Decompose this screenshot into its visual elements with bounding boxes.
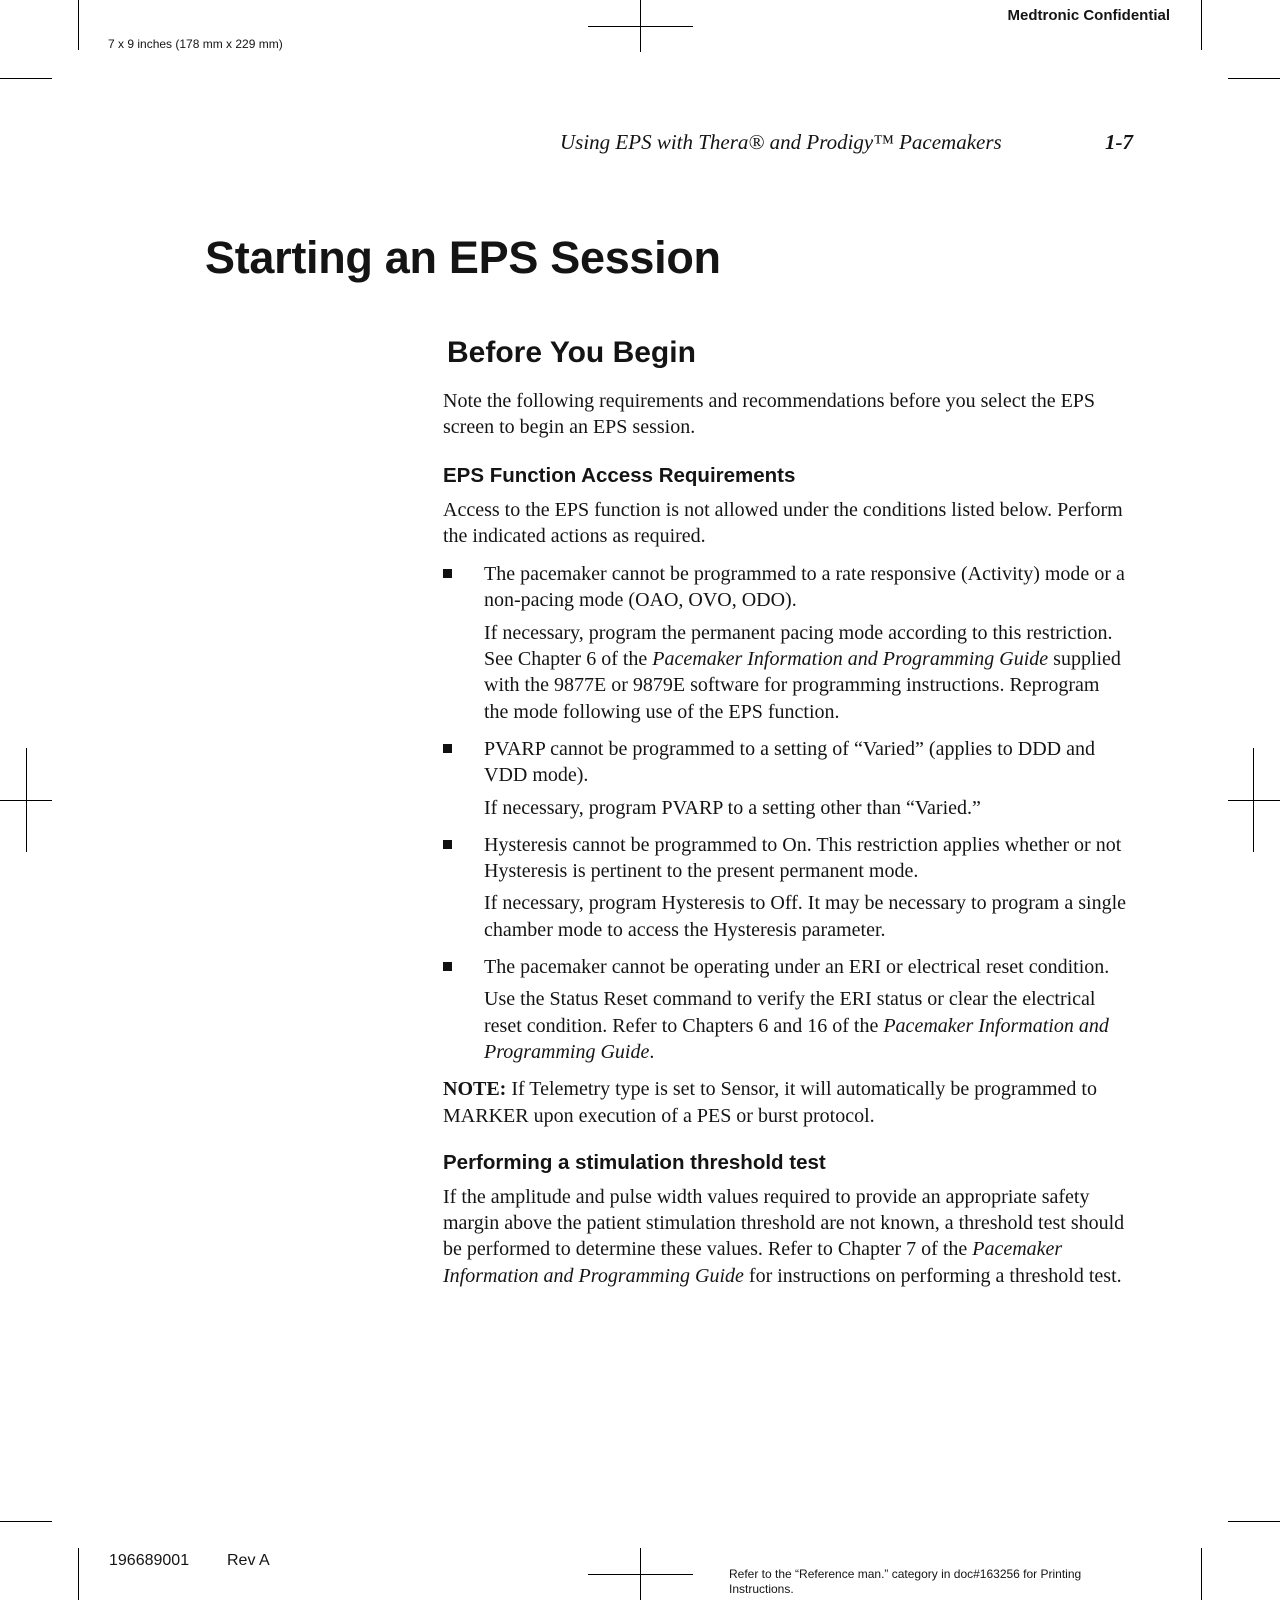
page-size-note: 7 x 9 inches (178 mm x 229 mm) xyxy=(108,37,283,51)
section-body xyxy=(443,388,1127,1289)
registration-mark xyxy=(640,0,641,52)
chapter-title: Starting an EPS Session xyxy=(205,232,721,283)
crop-mark xyxy=(1228,78,1280,79)
crop-mark xyxy=(1201,1548,1202,1600)
registration-mark xyxy=(640,1548,641,1600)
subsection-intro: Access to the EPS function is not allowed under the conditions listed below. Perform the indicated actions as required. xyxy=(443,498,1123,547)
page-number: 1-7 xyxy=(1105,130,1133,154)
crop-mark xyxy=(1201,0,1202,50)
requirement-text: The pacemaker cannot be programmed to a rate responsive (Activity) mode or a non-pacing mode (OAO, OVO, ODO). xyxy=(484,563,1125,612)
print-instructions-note: Refer to the “Reference man.” category in doc#163256 for Printing Instructions. xyxy=(729,1567,1082,1596)
subsection-text: If the amplitude and pulse width values required to provide an appropriate safety margin above the patient stimulation threshold are not known, a threshold test should be performed to determine these values. Refer to Chapter 7 of the Pacemaker Information and Programming Guide for instructions on performing a threshold test. xyxy=(443,1185,1125,1287)
list-item xyxy=(443,561,1127,725)
requirement-action: If necessary, program PVARP to a setting other than “Varied.” xyxy=(484,796,981,819)
guide-reference: Pacemaker Information and Programming Guide xyxy=(484,1014,1109,1063)
requirement-action: Use the Status Reset command to verify the ERI status or clear the electrical reset condition. Refer to Chapters 6 and 16 of the Pacemaker Information and Programming Guide. xyxy=(484,988,1109,1063)
subsection-title: Performing a stimulation threshold test xyxy=(443,1150,826,1174)
registration-mark xyxy=(1253,748,1254,852)
list-item xyxy=(443,954,1127,1065)
crop-mark xyxy=(78,0,79,50)
guide-reference: Pacemaker Information and Programming Guide xyxy=(443,1238,1063,1287)
bullet-square-icon xyxy=(443,569,452,578)
confidential-label: Medtronic Confidential xyxy=(1007,7,1170,24)
bullet-square-icon xyxy=(443,744,452,753)
requirement-action: If necessary, program Hysteresis to Off. It may be necessary to program a single chamber mode to access the Hysteresis parameter. xyxy=(484,892,1127,941)
requirement-text: PVARP cannot be programmed to a setting of “Varied” (applies to DDD and VDD mode). xyxy=(484,737,1095,787)
subsection-title: EPS Function Access Requirements xyxy=(443,463,796,487)
crop-mark xyxy=(78,1548,79,1600)
requirements-list xyxy=(443,561,1127,1065)
requirement-text: Hysteresis cannot be programmed to On. This restriction applies whether or not Hysteresis is pertinent to the present permanent mode. xyxy=(484,833,1122,883)
section-intro: Note the following requirements and recommendations before you select the EPS screen to begin an EPS session. xyxy=(443,390,1096,439)
bullet-square-icon xyxy=(443,962,452,971)
note-label: NOTE: xyxy=(443,1078,507,1101)
revision-label: Rev A xyxy=(227,1552,270,1569)
section-title: Before You Begin xyxy=(447,336,696,369)
guide-reference: Pacemaker Information and Programming Guide xyxy=(652,648,1049,671)
note-text: If Telemetry type is set to Sensor, it will automatically be programmed to MARKER upon execution of a PES or burst protocol. xyxy=(443,1078,1097,1127)
registration-mark xyxy=(26,748,27,852)
list-item xyxy=(443,832,1127,943)
bullet-square-icon xyxy=(443,840,452,849)
crop-mark xyxy=(1228,1521,1280,1522)
running-title: Using EPS with Thera® and Prodigy™ Pacemakers xyxy=(560,130,1002,154)
doc-number: 196689001 xyxy=(109,1552,190,1569)
crop-mark xyxy=(0,1521,52,1522)
registration-mark xyxy=(1228,800,1280,801)
note xyxy=(443,1076,1127,1129)
requirement-action: If necessary, program the permanent pacing mode according to this restriction. See Chapter 6 of the Pacemaker Information and Programming Guide supplied with the 9877E or 9879E software for programming instructions. Reprogram the mode following use of the EPS function. xyxy=(484,621,1121,723)
crop-mark xyxy=(0,78,52,79)
list-item xyxy=(443,736,1127,821)
requirement-text: The pacemaker cannot be operating under an ERI or electrical reset condition. xyxy=(484,956,1110,979)
